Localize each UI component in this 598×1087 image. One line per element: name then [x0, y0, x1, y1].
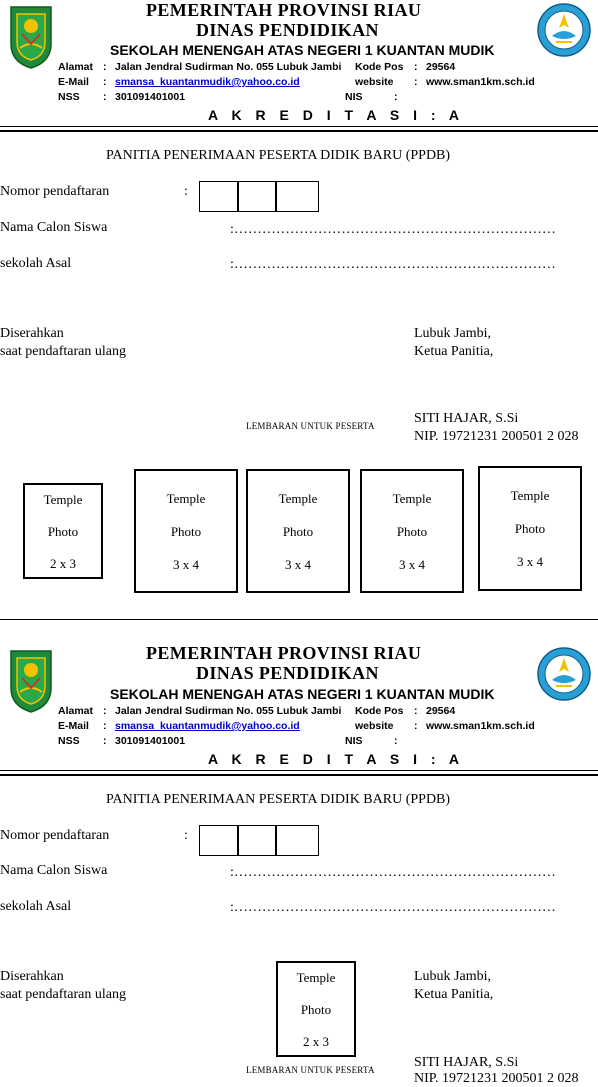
photo-label: Photo — [170, 524, 202, 539]
photo-box-3x4 — [360, 469, 464, 593]
nss-value: 301091401001 — [115, 91, 186, 103]
alamat-value: Jalan Jendral Sudirman No. 055 Lubuk Jambi — [115, 705, 342, 717]
place-text: Lubuk Jambi, — [414, 326, 491, 341]
photo-label: Photo — [396, 524, 428, 539]
asal-dotted-field[interactable]: :…………………………………………………………… — [230, 257, 556, 272]
kodepos-label: Kode Pos — [355, 705, 404, 717]
photo-label: Photo — [47, 524, 79, 539]
photo-label: Temple — [166, 491, 206, 506]
email-colon: : — [103, 720, 107, 732]
photo-label: Photo — [514, 521, 546, 536]
nss-label: NSS — [58, 91, 80, 103]
email-colon: : — [103, 76, 107, 88]
alamat-colon: : — [103, 705, 107, 717]
alamat-label: Alamat — [58, 61, 94, 73]
akreditasi: A K R E D I T A S I : A — [208, 751, 465, 767]
school-name: SEKOLAH MENENGAH ATAS NEGERI 1 KUANTAN MUDIK — [110, 42, 495, 58]
photo-box-3x4 — [134, 469, 238, 593]
photo-size: 3 x 4 — [285, 557, 311, 572]
photo-label: Temple — [296, 970, 336, 985]
role-text: Ketua Panitia, — [414, 987, 494, 1002]
kodepos-value: 29564 — [426, 61, 456, 73]
photo-size: 2 x 3 — [303, 1034, 329, 1049]
alamat-colon: : — [103, 61, 107, 73]
nomor-digit-box-1[interactable] — [199, 181, 239, 212]
photo-box-3x4 — [246, 469, 350, 593]
email-label: E-Mail — [58, 76, 89, 88]
email-link[interactable]: smansa_kuantanmudik@yahoo.co.id — [115, 76, 300, 88]
nss-colon: : — [103, 91, 107, 103]
role-text: Ketua Panitia, — [414, 344, 494, 359]
header-rule-thin — [0, 126, 598, 127]
nss-label: NSS — [58, 735, 80, 747]
photo-label: Temple — [43, 492, 83, 507]
section-divider — [0, 619, 598, 620]
saat-text: saat pendaftaran ulang — [0, 987, 126, 1002]
photo-size: 3 x 4 — [517, 554, 543, 569]
lembaran-text: LEMBARAN UNTUK PESERTA — [246, 421, 375, 431]
nama-label: Nama Calon Siswa — [0, 220, 108, 235]
school-name: SEKOLAH MENENGAH ATAS NEGERI 1 KUANTAN MUDIK — [110, 686, 495, 702]
kodepos-value: 29564 — [426, 705, 456, 717]
website-value: www.sman1km.sch.id — [426, 720, 535, 732]
nss-value: 301091401001 — [115, 735, 186, 747]
kodepos-colon: : — [414, 705, 418, 717]
photo-box-2x3 — [276, 961, 356, 1057]
gov-title: PEMERINTAH PROVINSI RIAU — [146, 0, 422, 20]
signer-nip: NIP. 19721231 200501 2 028 — [414, 429, 579, 444]
photo-size: 3 x 4 — [399, 557, 425, 572]
email-label: E-Mail — [58, 720, 89, 732]
nis-label: NIS — [345, 91, 363, 103]
dept-title: DINAS PENDIDIKAN — [196, 20, 379, 40]
asal-dotted-field[interactable]: :…………………………………………………………… — [230, 900, 556, 915]
kodepos-label: Kode Pos — [355, 61, 404, 73]
nama-dotted-field[interactable]: :…………………………………………………………… — [230, 865, 556, 880]
website-value: www.sman1km.sch.id — [426, 76, 535, 88]
signer-name: SITI HAJAR, S.Si — [414, 411, 519, 426]
photo-box-3x4 — [478, 466, 582, 591]
website-label: website — [355, 76, 394, 88]
nomor-label: Nomor pendaftaran — [0, 184, 110, 199]
photo-size: 3 x 4 — [173, 557, 199, 572]
nomor-digit-box-1[interactable] — [199, 825, 239, 856]
photo-label: Photo — [300, 1002, 332, 1017]
dept-title: DINAS PENDIDIKAN — [196, 663, 379, 683]
gov-title: PEMERINTAH PROVINSI RIAU — [146, 643, 422, 663]
nis-label: NIS — [345, 735, 363, 747]
nomor-label: Nomor pendaftaran — [0, 828, 110, 843]
place-text: Lubuk Jambi, — [414, 969, 491, 984]
website-label: website — [355, 720, 394, 732]
kodepos-colon: : — [414, 61, 418, 73]
nomor-digit-box-3[interactable] — [275, 181, 319, 212]
asal-label: sekolah Asal — [0, 256, 72, 271]
nis-colon: : — [394, 735, 398, 747]
website-colon: : — [414, 720, 418, 732]
committee-title: PANITIA PENERIMAAN PESERTA DIDIK BARU (PPDB) — [106, 792, 451, 807]
nss-colon: : — [103, 735, 107, 747]
header-rule-thick — [0, 130, 598, 132]
photo-label: Temple — [392, 491, 432, 506]
akreditasi: A K R E D I T A S I : A — [208, 107, 465, 123]
tut-wuri-handayani-logo — [536, 646, 592, 702]
riau-province-logo — [8, 648, 54, 714]
nama-label: Nama Calon Siswa — [0, 863, 108, 878]
photo-label: Photo — [282, 524, 314, 539]
signer-nip: NIP. 19721231 200501 2 028 — [414, 1071, 579, 1086]
signer-name: SITI HAJAR, S.Si — [414, 1055, 519, 1070]
photo-label: Temple — [510, 488, 550, 503]
diserahkan-text: Diserahkan — [0, 326, 64, 341]
nomor-digit-box-3[interactable] — [275, 825, 319, 856]
alamat-label: Alamat — [58, 705, 94, 717]
header-rule-thin — [0, 770, 598, 771]
email-link[interactable]: smansa_kuantanmudik@yahoo.co.id — [115, 720, 300, 732]
nomor-colon: : — [184, 184, 188, 199]
tut-wuri-handayani-logo — [536, 2, 592, 58]
nis-colon: : — [394, 91, 398, 103]
nomor-digit-box-2[interactable] — [237, 825, 277, 856]
committee-title: PANITIA PENERIMAAN PESERTA DIDIK BARU (PPDB) — [106, 148, 451, 163]
diserahkan-text: Diserahkan — [0, 969, 64, 984]
alamat-value: Jalan Jendral Sudirman No. 055 Lubuk Jambi — [115, 61, 342, 73]
photo-size: 2 x 3 — [50, 556, 76, 571]
nomor-digit-box-2[interactable] — [237, 181, 277, 212]
saat-text: saat pendaftaran ulang — [0, 344, 126, 359]
photo-label: Temple — [278, 491, 318, 506]
website-colon: : — [414, 76, 418, 88]
header-rule-thick — [0, 774, 598, 776]
lembaran-text: LEMBARAN UNTUK PESERTA — [246, 1065, 375, 1075]
riau-province-logo — [8, 4, 54, 70]
nama-dotted-field[interactable]: :…………………………………………………………… — [230, 222, 556, 237]
asal-label: sekolah Asal — [0, 899, 72, 914]
nomor-colon: : — [184, 828, 188, 843]
photo-box-2x3 — [23, 483, 103, 579]
